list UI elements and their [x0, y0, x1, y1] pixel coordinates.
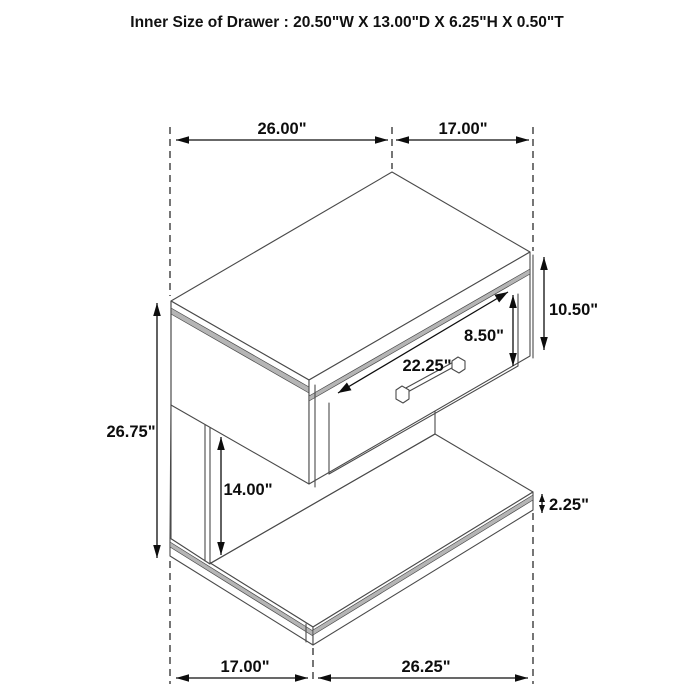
label-drawer-width: 22.25" — [402, 357, 452, 375]
label-top-depth: 17.00" — [438, 120, 488, 138]
label-base-thickness: 2.25" — [549, 496, 589, 514]
base-platform — [170, 434, 533, 645]
handle-right-end — [452, 357, 465, 373]
label-overall-height: 26.75" — [106, 423, 156, 441]
label-cabinet-height: 10.50" — [549, 301, 599, 319]
side-panel-face — [170, 404, 210, 564]
handle-left-end — [396, 386, 409, 403]
label-drawer-face-height: 8.50" — [464, 327, 504, 345]
label-top-width: 26.00" — [257, 120, 307, 138]
label-base-depth: 17.00" — [220, 658, 270, 676]
diagram-title: Inner Size of Drawer : 20.50"W X 13.00"D X 6.25"H X 0.50"T — [130, 14, 564, 31]
label-shelf-clearance: 14.00" — [223, 481, 273, 499]
label-base-width: 26.25" — [401, 658, 451, 676]
